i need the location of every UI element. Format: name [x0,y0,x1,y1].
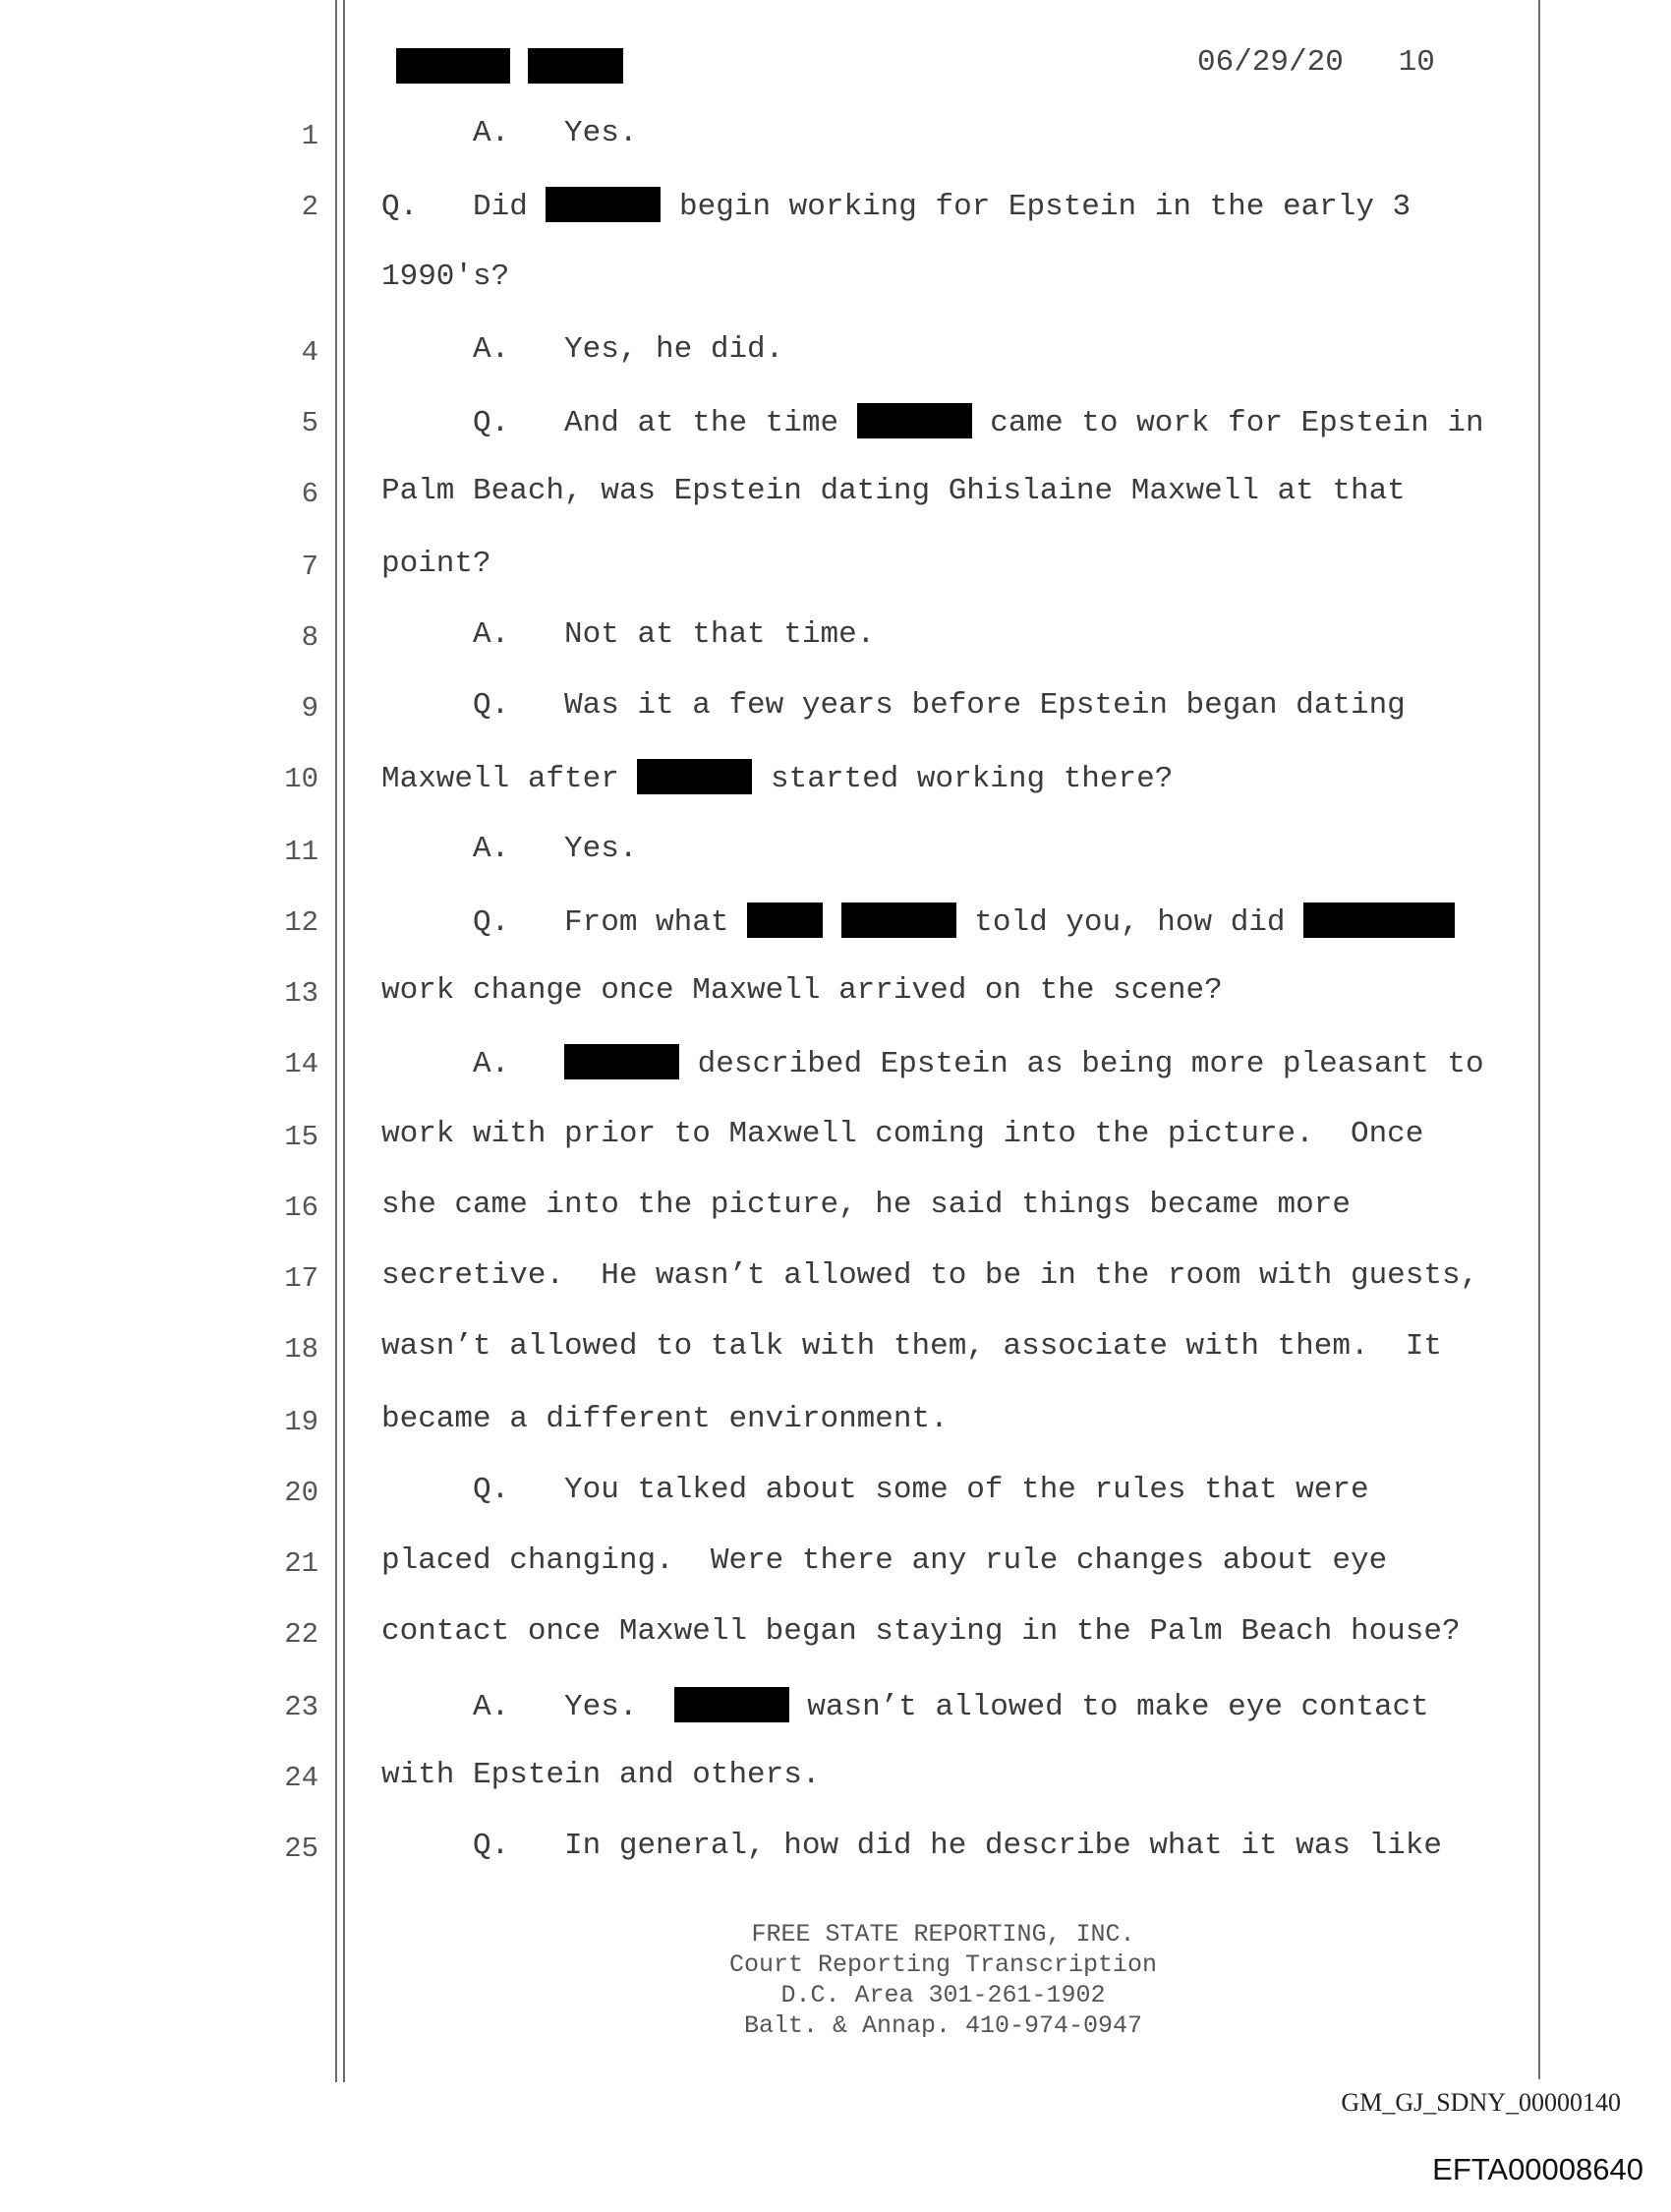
transcript-line [381,403,1484,440]
transcript-line [381,474,1406,508]
line-text: A. Yes. [381,1690,674,1724]
line-text: Q. Was it a few years before Epstein began dating [381,688,1406,723]
line-number: 14 [284,1048,318,1080]
line-number: 15 [284,1121,318,1153]
header-date-page: 06/29/20 10 [1197,45,1435,80]
line-number: 10 [284,763,318,795]
redaction-block [637,759,752,794]
transcript-line [381,260,509,294]
line-text: A. Not at that time. [381,617,876,652]
line-number: 9 [301,692,318,725]
redaction-block [674,1687,789,1722]
right-margin-rule [1538,0,1540,2079]
line-text: contact once Maxwell began staying in the Palm Beach house? [381,1614,1461,1649]
footer-balt-phone: Balt. & Annap. 410-974-0947 [743,2011,1143,2040]
line-number: 5 [301,407,318,439]
line-number: 8 [301,621,318,654]
efta-number: EFTA00008640 [1432,2152,1643,2186]
redaction-block [747,902,823,938]
transcript-line [381,547,491,581]
footer-dc-phone: D.C. Area 301-261-1902 [780,1981,1106,2009]
line-text: told you, how did [955,905,1304,940]
line-number: 13 [284,977,318,1010]
transcript-line [381,832,637,866]
transcript-line [381,1402,949,1436]
transcript-line [381,116,637,150]
line-text: work change once Maxwell arrived on the scene? [381,973,1223,1008]
transcript-line [381,688,1406,723]
transcript-line [381,1117,1423,1151]
line-number: 1 [301,120,318,152]
transcript-line [381,902,1455,940]
transcript-line [381,1258,1478,1293]
line-number: 24 [284,1762,318,1794]
line-text: work with prior to Maxwell coming into the picture. Once [381,1117,1424,1151]
header-redaction-2 [528,48,623,84]
line-text: described Epstein as being more pleasant to [679,1047,1484,1081]
line-text: Maxwell after [381,762,638,796]
line-number: 2 [301,191,318,223]
header-redaction-1 [396,48,510,84]
line-text: point? [381,547,491,581]
line-number: 11 [284,836,318,868]
line-text: wasn’t allowed to make eye contact [788,1690,1429,1724]
transcript-line [381,617,875,652]
line-number: 20 [284,1477,318,1509]
transcript-line [381,1044,1484,1081]
transcript-line [381,1687,1429,1724]
redaction-block [1303,902,1455,938]
transcript-line [381,973,1223,1008]
line-text: with Epstein and others. [381,1758,821,1792]
line-text: came to work for Epstein in [971,406,1484,440]
line-number: 12 [284,906,318,939]
line-text: A. Yes, he did. [381,332,784,367]
line-text: 1990's? [381,260,510,294]
line-number: 4 [301,336,318,369]
redaction-block [546,187,661,222]
line-text [823,905,841,940]
transcript-line [381,1614,1461,1649]
line-text: became a different environment. [381,1402,949,1436]
line-text: Palm Beach, was Epstein dating Ghislaine Maxwell at that [381,474,1406,508]
line-text: A. Yes. [381,116,638,150]
line-text: Q. In general, how did he describe what it was like [381,1829,1442,1863]
line-text: she came into the picture, he said things became more [381,1188,1351,1222]
redaction-block [857,403,972,438]
line-number: 23 [284,1691,318,1723]
transcript-line [381,1473,1369,1507]
line-text: wasn’t allowed to talk with them, associate with them. It [381,1329,1442,1364]
transcript-line [381,1543,1387,1578]
line-number: 18 [284,1333,318,1366]
transcript-line [381,1758,820,1792]
line-number: 22 [284,1618,318,1651]
footer-service: Court Reporting Transcription [728,1950,1158,1979]
line-text: A. Yes. [381,832,638,866]
transcript-line [381,1829,1442,1863]
line-text: secretive. He wasn’t allowed to be in the room with guests, [381,1258,1479,1293]
transcript-line [381,187,1411,224]
redaction-block [841,902,956,938]
line-text: Q. From what [381,905,748,940]
line-text: Q. Did [381,190,547,224]
transcript-line [381,1329,1442,1364]
left-margin-rule-inner [343,0,345,2082]
left-margin-rule-outer [335,0,337,2082]
line-number: 6 [301,478,318,510]
transcript-line [381,1188,1351,1222]
line-text: started working there? [752,762,1174,796]
reporter-footer [0,1919,1671,2041]
line-text: begin working for Epstein in the early 3 [661,190,1412,224]
line-number: 16 [284,1192,318,1224]
line-number: 25 [284,1833,318,1865]
bates-number: GM_GJ_SDNY_00000140 [1341,2088,1621,2117]
line-number: 7 [301,551,318,583]
transcript-line [381,332,783,367]
line-text: Q. And at the time [381,406,857,440]
transcript-line [381,759,1173,796]
line-number: 21 [284,1547,318,1580]
redaction-block [564,1044,679,1079]
line-number: 19 [284,1406,318,1438]
line-text: placed changing. Were there any rule changes about eye [381,1543,1388,1578]
line-text: Q. You talked about some of the rules that were [381,1473,1369,1507]
line-number: 17 [284,1262,318,1295]
line-text: A. [381,1047,565,1081]
footer-company: FREE STATE REPORTING, INC. [751,1920,1135,1949]
